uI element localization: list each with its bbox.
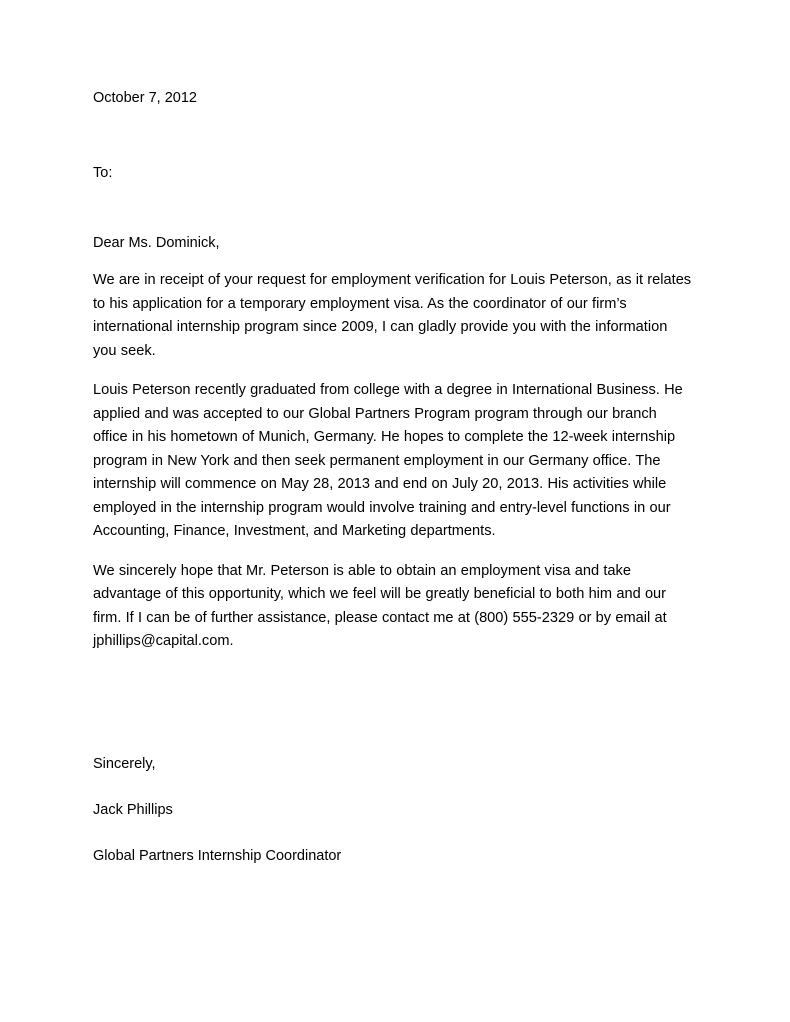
paragraph-1: We are in receipt of your request for employment verification for Louis Peterson, as it relates to his application for a temporary employment visa. As the coordinator of our firm’s international internship program since 2009, I can gladly provide you with the information you seek. [93,272,692,359]
sender-name: Jack Phillips [93,801,173,818]
salutation: Dear Ms. Dominick, [93,235,220,251]
recipient-label: To: [93,165,113,181]
letter-date: October 7, 2012 [93,90,197,106]
closing-block [93,754,693,866]
letter-body [93,88,693,866]
sign-off: Sincerely, [93,755,156,772]
paragraph-3: We sincerely hope that Mr. Peterson is able to obtain an employment visa and take advantage of this opportunity, which we feel will be greatly beneficial to both him and our firm. If I can be of further assistance, please contact me at (800) 555-2329 or by email at jphillips@capital.com. [93,562,667,649]
sender-title: Global Partners Internship Coordinator [93,847,342,864]
signature-space-2 [93,834,693,846]
paragraph-2: Louis Peterson recently graduated from college with a degree in International Business. He applied and was accepted to our Global Partners Program program through our branch office in his hometown of Munich, Germany. He hopes to complete the 12-week internship program in New York and then seek permanent employment in our Germany office. The internship will commence on May 28, 2013 and end on July 20, 2013. His activities while employed in the internship program would involve training and entry-level functions in our Accounting, Finance, Investment, and Marketing departments. [93,382,683,539]
signature-space [93,788,693,800]
